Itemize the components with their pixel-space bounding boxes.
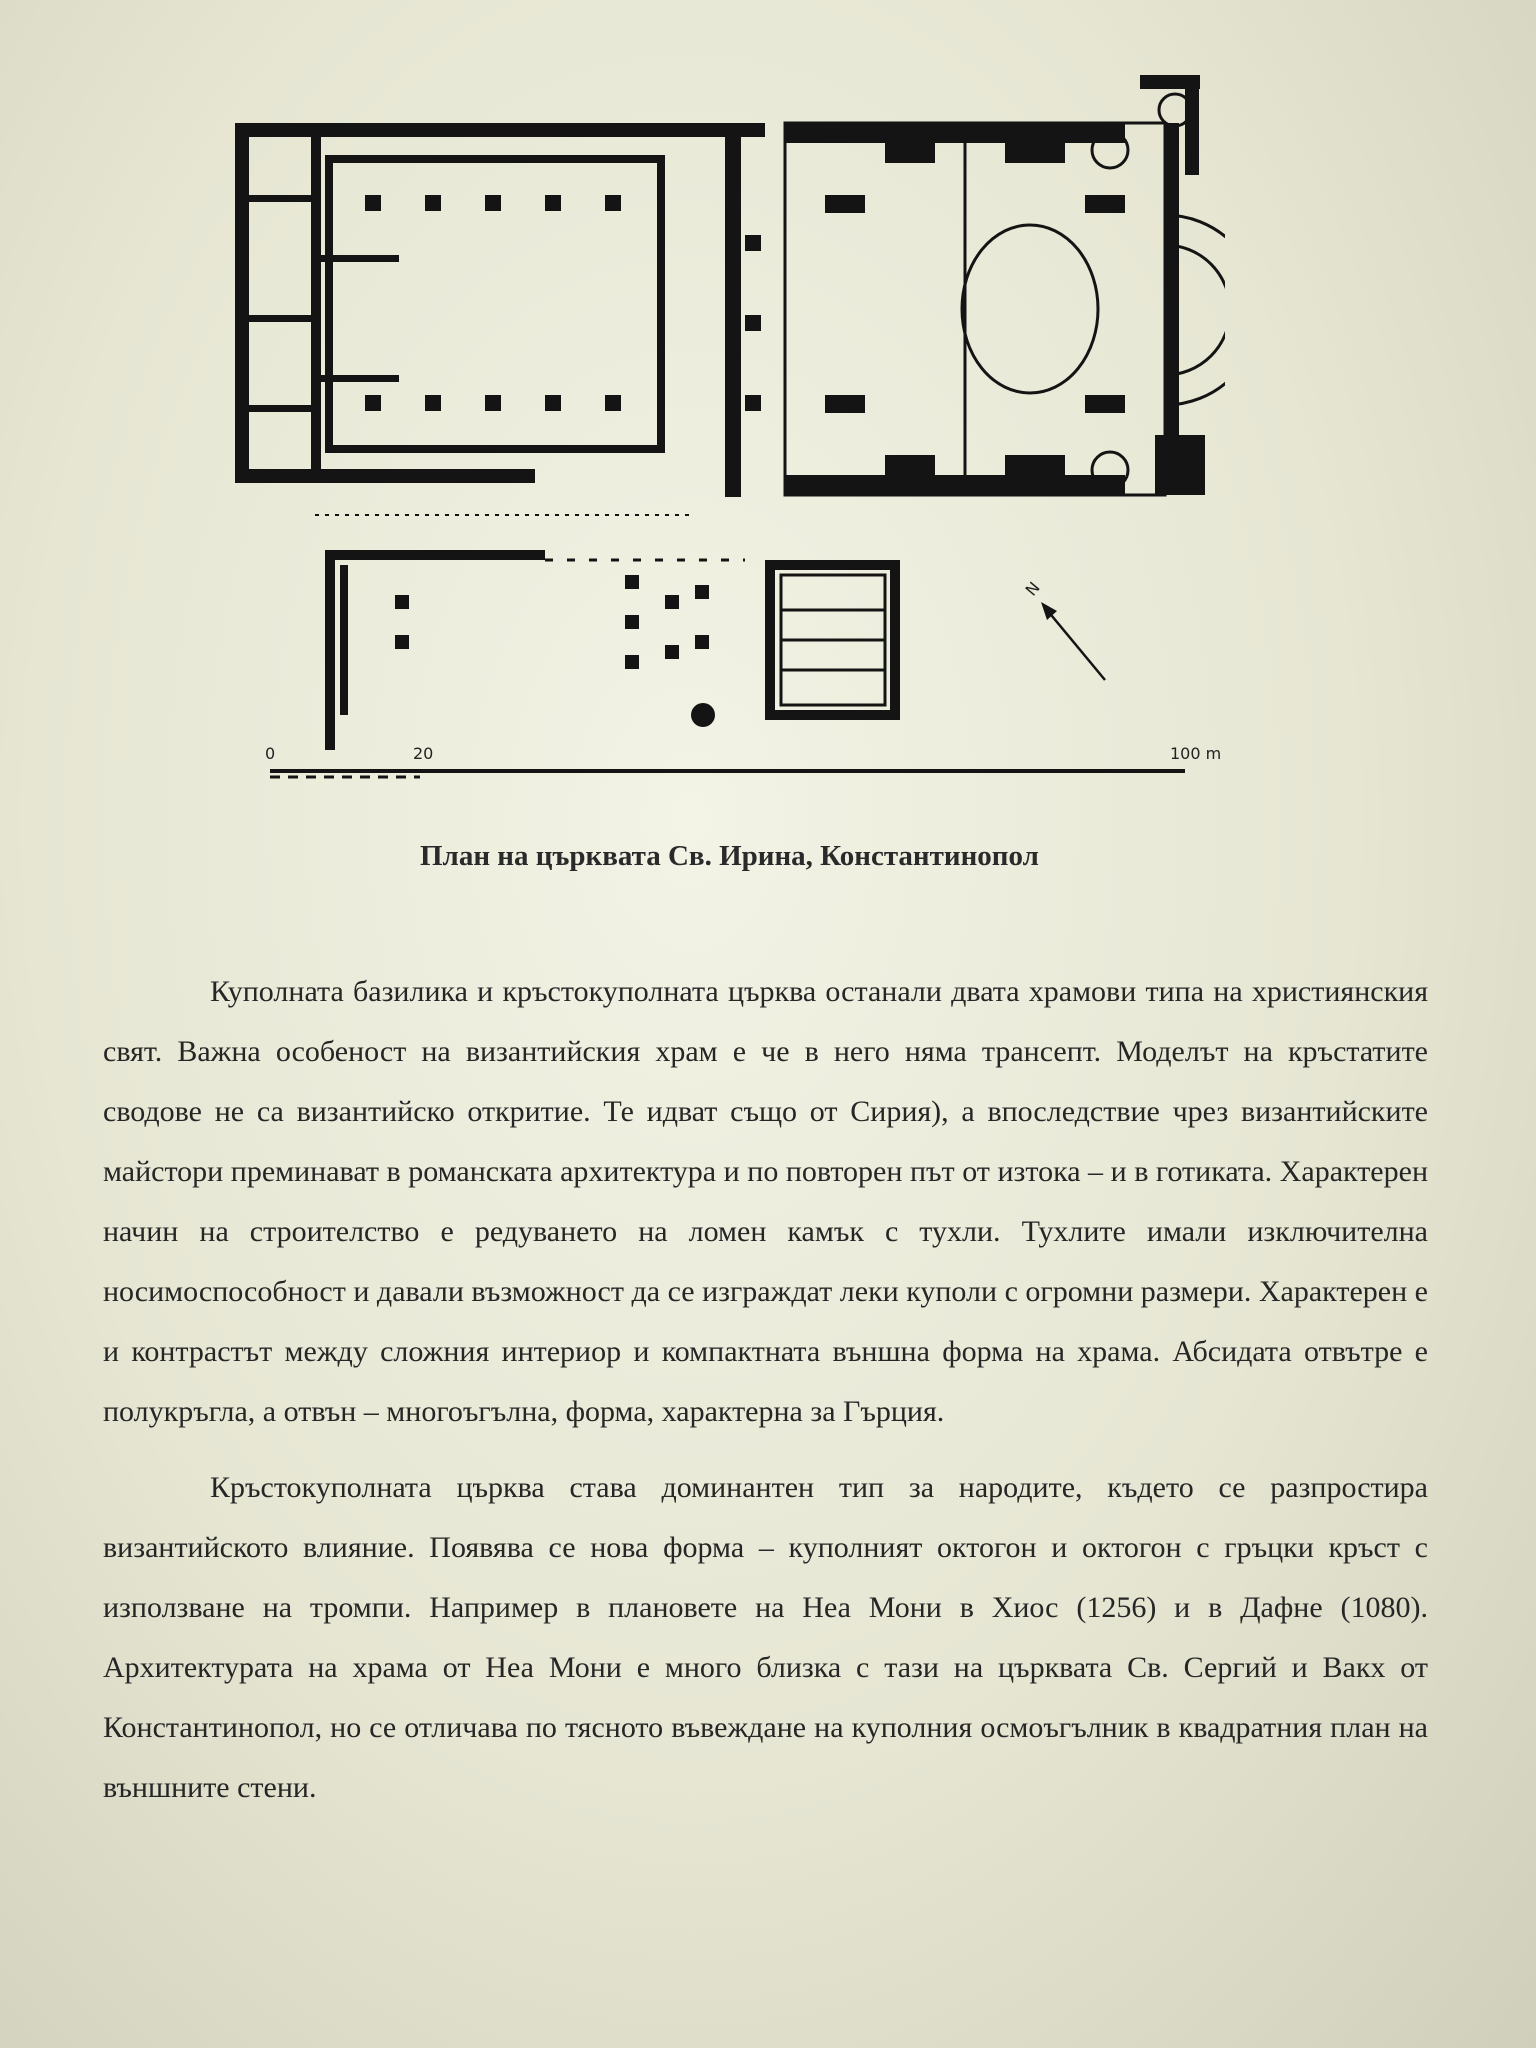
floor-plan-drawing [225,75,1225,795]
scale-label-0: 0 [265,744,276,763]
figure-caption: План на църквата Св. Ирина, Константинопол [420,840,1039,872]
scale-label-20: 20 [413,744,434,763]
paragraph-2: Кръстокуполната църква става доминантен тип за народите, където се разпростира византийското влияние. Появява се нова форма – куполният октогон и октогон с гръцки кръст с използване на тромпи. Например в плановете на Неа Мони в Хиос (1256) и в Дафне (1080). Архитектурата на храма от Неа Мони е много близка с тази на църквата Св. Сергий и Вакх от Константинопол, но се отличава по тясното въвеждане на куполния осмоъгълник в квадратния план на външните стени. [103,1471,1428,1804]
north-arrow [1022,578,1105,680]
scale-bar [265,744,1221,777]
paragraph-1: Куполната базилика и кръстокуполната църква останали двата храмови типа на християнския свят. Важна особеност на византийския храм е че в него няма трансепт. Моделът на кръстатите сводове не са византийско откритие. Те идват също от Сирия), а впоследствие чрез византийските майстори преминават в романската архитектура и по повторен път от изтока – и в готиката. Характерен начин на строителство е редуването на ломен камък с тухли. Тухлите имали изключителна носимоспособност и давали възможност да се изграждат леки куполи с огромни размери. Характерен е и контрастът между сложния интериор и компактната външна форма на храма. Абсидата отвътре е полукръгла, а отвън – многоъгълна, форма, характерна за Гърция. [103,975,1428,1428]
church-floor-plan [225,75,1225,795]
north-label: N [1021,578,1044,600]
plan-walls [235,75,1205,750]
scale-label-100m: 100 m [1170,744,1222,763]
body-text [103,962,1428,1818]
